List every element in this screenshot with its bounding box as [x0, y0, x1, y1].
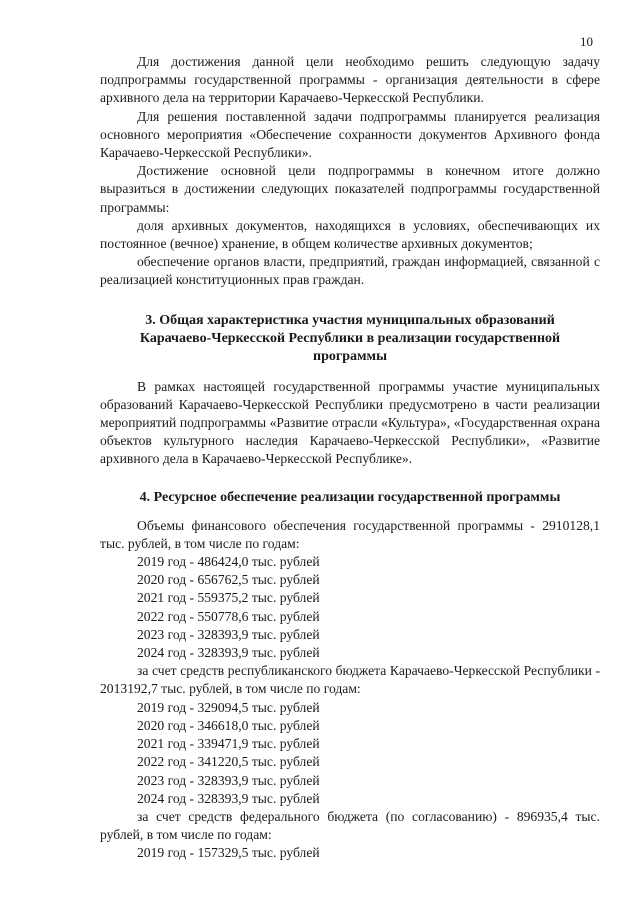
republic-funding-years — [100, 699, 600, 808]
total-funding-years — [100, 553, 600, 662]
republic-funding-text: за счет средств республиканского бюджета Карачаево-Черкесской Республики - 2013192,7 тыс. рублей, в том числе по годам: — [100, 663, 600, 697]
paragraph-indicator-2: обеспечение органов власти, предприятий, граждан информацией, связанной с реализацией конституционных прав граждан. — [100, 254, 600, 288]
year-line: 2023 год - 328393,9 тыс. рублей — [137, 772, 320, 788]
section-3-heading: 3. Общая характеристика участия муниципальных образований Карачаево-Черкесской Республики в реализации государственной программы — [139, 312, 561, 364]
section-3-text: В рамках настоящей государственной программы участие муниципальных образований Карачаево-Черкесской Республики предусмотрено в части реализации мероприятий подпрограммы «Развитие отрасли «Культура», «Государственная охрана объектов культурного наследия Карачаево-Черкесской Республики», «Развитие архивного дела в Карачаево-Черкесской Республике». — [100, 378, 600, 467]
paragraph-task: Для достижения данной цели необходимо решить следующую задачу подпрограммы государственной программы - организация деятельности в сфере архивного дела на территории Карачаево-Черкесской Республики. — [100, 54, 600, 106]
year-line: 2023 год - 328393,9 тыс. рублей — [137, 626, 320, 642]
total-funding-text: Объемы финансового обеспечения государственной программы - 2910128,1 тыс. рублей, в том числе по годам: — [100, 517, 600, 551]
year-line: 2019 год - 329094,5 тыс. рублей — [137, 699, 320, 715]
year-line: 2024 год - 328393,9 тыс. рублей — [137, 790, 320, 806]
year-line: 2024 год - 328393,9 тыс. рублей — [137, 645, 320, 661]
year-line: 2021 год - 339471,9 тыс. рублей — [137, 736, 320, 752]
year-line: 2021 год - 559375,2 тыс. рублей — [137, 590, 320, 606]
federal-funding-years — [100, 844, 600, 862]
year-line: 2020 год - 656762,5 тыс. рублей — [137, 572, 320, 588]
year-line: 2020 год - 346618,0 тыс. рублей — [137, 717, 320, 733]
document-body — [100, 53, 600, 863]
year-line: 2022 год - 550778,6 тыс. рублей — [137, 608, 320, 624]
page-number: 10 — [580, 34, 593, 49]
year-line: 2019 год - 157329,5 тыс. рублей — [137, 845, 320, 861]
paragraph-solution: Для решения поставленной задачи подпрограммы планируется реализация основного мероприятия «Обеспечение сохранности документов Архивного фонда Карачаево-Черкесской Республики». — [100, 108, 600, 161]
paragraph-indicator-1: доля архивных документов, находящихся в условиях, обеспечивающих их постоянное (вечное) хранение, в общем количестве архивных документов; — [100, 217, 600, 252]
paragraph-goal: Достижение основной цели подпрограммы в конечном итоге должно выразиться в достижении следующих показателей подпрограммы государственной программы: — [100, 163, 600, 215]
year-line: 2019 год - 486424,0 тыс. рублей — [137, 554, 320, 570]
section-4-heading: 4. Ресурсное обеспечение реализации государственной программы — [139, 489, 561, 505]
year-line: 2022 год - 341220,5 тыс. рублей — [137, 754, 320, 770]
federal-funding-text: за счет средств федерального бюджета (по согласованию) - 896935,4 тыс. рублей, в том числе по годам: — [100, 808, 600, 843]
